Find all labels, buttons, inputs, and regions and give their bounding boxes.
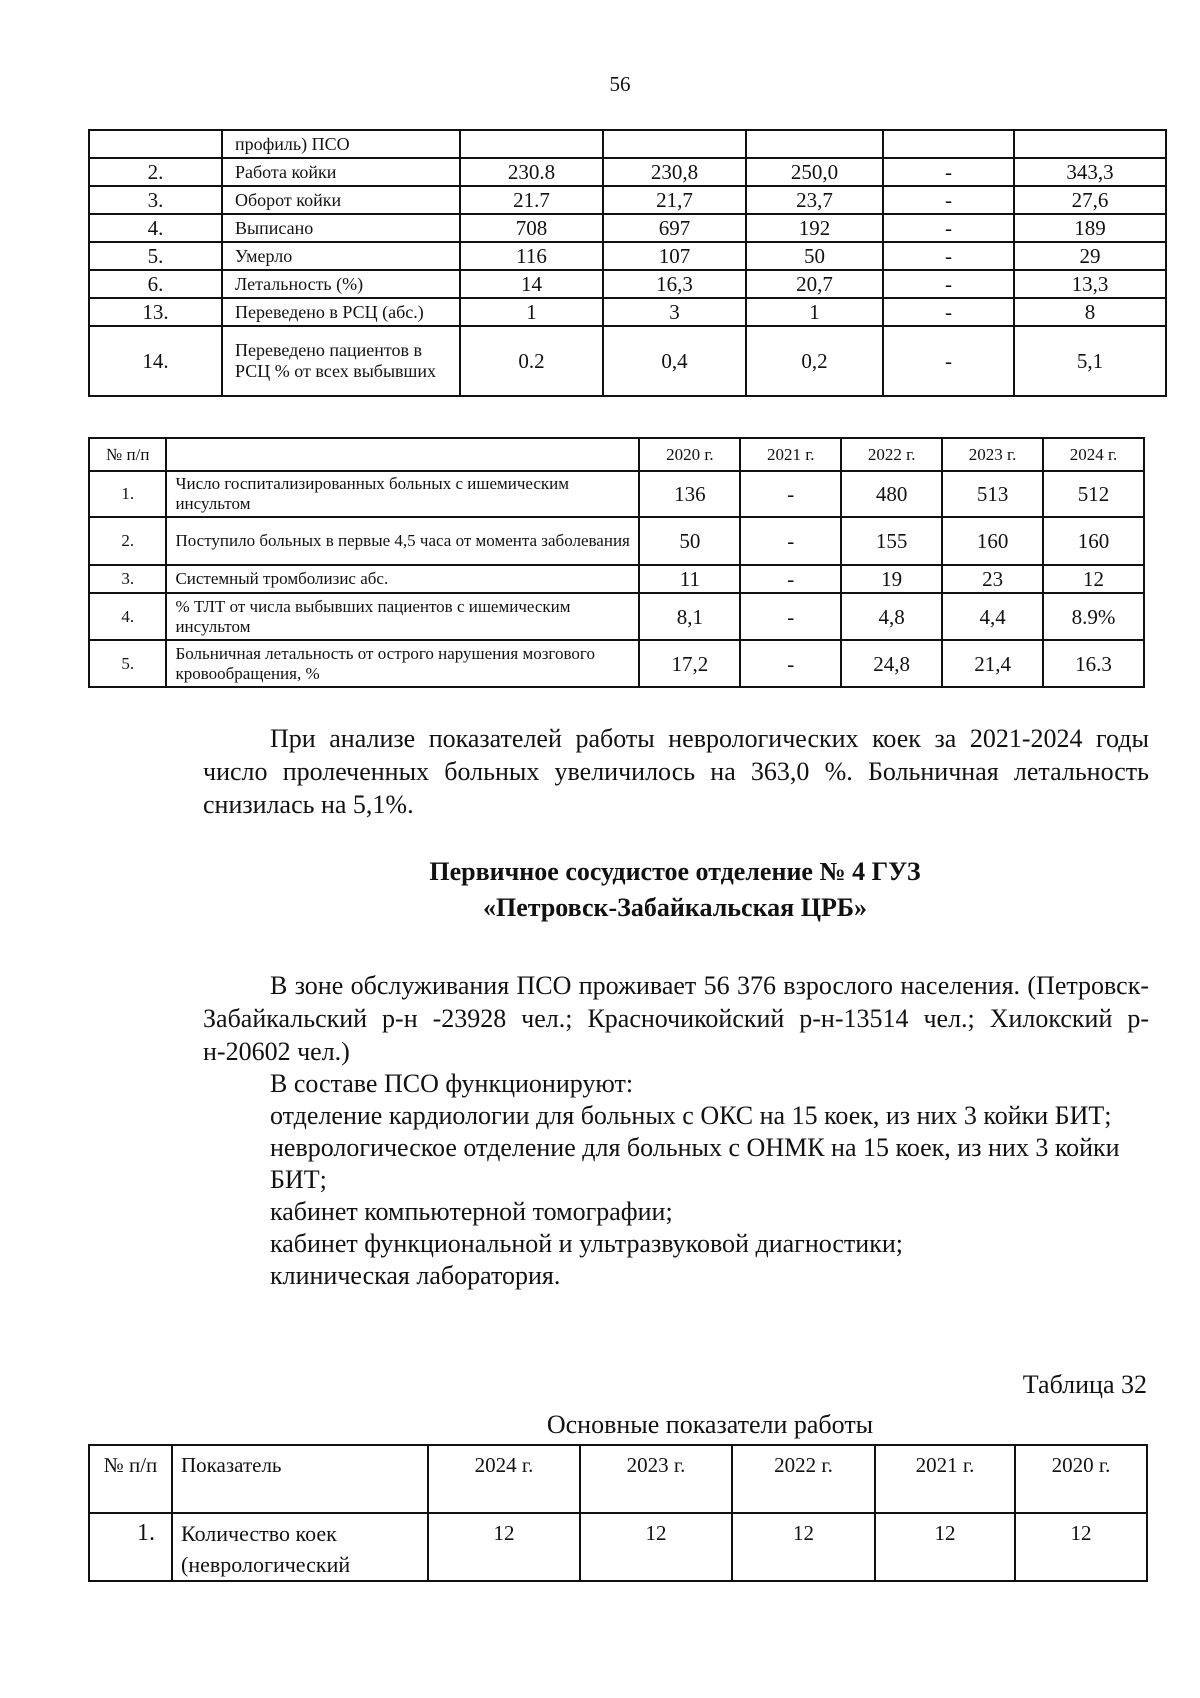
service-paragraph: В зоне обслуживания ПСО проживает 56 376 взрослого населения. (Петровск-Забайкальский р-н -23928 чел.; Красночикойский р-н-13514 чел.; Хилокский р-н-20602 чел.) — [203, 971, 1149, 1066]
table-row: 2. Работа койки 230.8 230,8 250,0 - 343,3 — [89, 158, 1166, 186]
table-row: 3. Системный тромболизис абс. 11 - 19 23 12 — [89, 565, 1144, 593]
analysis-paragraph: При анализе показателей работы неврологических коек за 2021-2024 годы число пролеченных больных увеличилось на 363,0 %. Больничная летальность снизилась на 5,1%. — [203, 724, 1149, 819]
list-item: кабинет функциональной и ультразвуковой диагностики; — [270, 1229, 903, 1258]
table-row: 5. Умерло 116 107 50 - 29 — [89, 242, 1166, 270]
page-number: 56 — [609, 72, 631, 96]
section-heading-line2: «Петровск-Забайкальская ЦРБ» — [482, 893, 868, 922]
table-row: 1. Количество коек (неврологический 12 12 12 12 12 — [89, 1513, 1147, 1581]
bed-indicators-table — [88, 129, 1167, 397]
list-item: клиническая лаборатория. — [270, 1261, 561, 1290]
table-number: Таблица 32 — [1022, 1370, 1147, 1399]
table-header-row: № п/п Показатель 2024 г. 2023 г. 2022 г. 2021 г. 2020 г. — [89, 1445, 1147, 1513]
table-row: 14. Переведено пациентов в РСЦ % от всех выбывших 0.2 0,4 0,2 - 5,1 — [89, 326, 1166, 396]
table-caption: Основные показатели работы — [546, 1410, 874, 1439]
composition-block — [203, 1068, 1149, 1292]
section-heading — [0, 854, 1200, 926]
main-indicators-table — [88, 1444, 1148, 1582]
list-item: кабинет компьютерной томографии; — [270, 1197, 673, 1226]
table-row: 4. % ТЛТ от числа выбывших пациентов с ишемическим инсультом 8,1 - 4,8 4,4 8.9% — [89, 593, 1144, 640]
list-item: отделение кардиологии для больных с ОКС на 15 коек, из них 3 койки БИТ; — [270, 1101, 1112, 1130]
table-row: 3. Оборот койки 21.7 21,7 23,7 - 27,6 — [89, 186, 1166, 214]
table-row: профиль) ПСО — [89, 130, 1166, 158]
section-heading-line1: Первичное сосудистое отделение № 4 ГУЗ — [429, 857, 921, 886]
table-header-row: № п/п 2020 г. 2021 г. 2022 г. 2023 г. 2024 г. — [89, 438, 1144, 471]
table-row: 2. Поступило больных в первые 4,5 часа от момента заболевания 50 - 155 160 160 — [89, 517, 1144, 565]
composition-intro: В составе ПСО функционируют: — [270, 1069, 634, 1098]
table-row: 6. Летальность (%) 14 16,3 20,7 - 13,3 — [89, 270, 1166, 298]
table-row: 1. Число госпитализированных больных с ишемическим инсультом 136 - 480 513 512 — [89, 471, 1144, 517]
list-item: неврологическое отделение для больных с ОНМК на 15 коек, из них 3 койки БИТ; — [270, 1133, 1120, 1194]
table-row: 5. Больничная летальность от острого нарушения мозгового кровообращения, % 17,2 - 24,8 21,4 16.3 — [89, 640, 1144, 687]
stroke-indicators-table — [88, 437, 1145, 688]
table-row: 4. Выписано 708 697 192 - 189 — [89, 214, 1166, 242]
table-row: 13. Переведено в РСЦ (абс.) 1 3 1 - 8 — [89, 298, 1166, 326]
